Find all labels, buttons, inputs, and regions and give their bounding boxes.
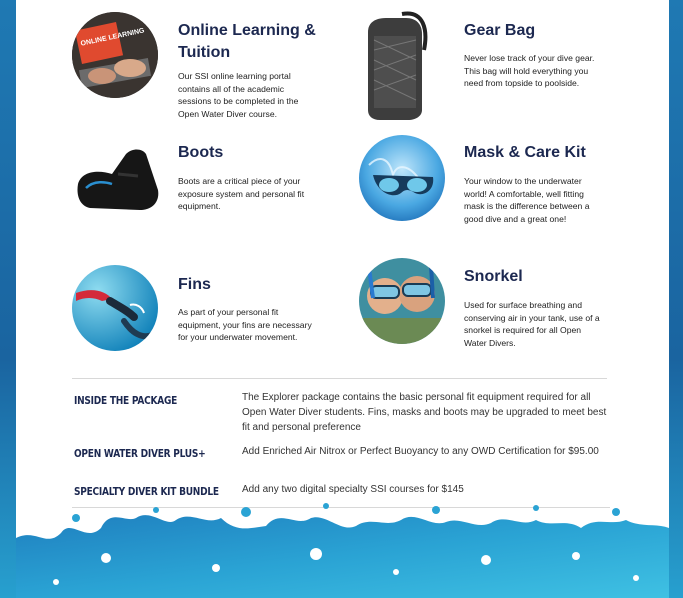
top-divider	[72, 378, 607, 379]
feature-title: Gear Bag	[464, 22, 536, 39]
feature-title: Snorkel	[464, 268, 523, 285]
feature-title: Mask & Care Kit	[464, 144, 586, 161]
feature-desc: Never lose track of your dive gear. This bag will hold everything you need from topside to poolside.	[464, 53, 595, 89]
feature-desc: Used for surface breathing and conserving air in your tank, use of a snorkel is required for all Open Water Divers.	[464, 300, 600, 348]
mask-icon	[359, 135, 445, 221]
feature-title: Fins	[178, 276, 211, 293]
left-border	[0, 0, 16, 598]
feature-desc: Our SSI online learning portal contains all of the academic sessions to be completed in the Open Water Diver course.	[178, 71, 299, 119]
snorkel-icon	[359, 258, 445, 344]
thumb-online-text: ONLINE LEARNING	[80, 27, 146, 48]
package-text: The Explorer package contains the basic personal fit equipment required for all Open Water Diver students. Fins, masks and boots may be upgraded to meet best fit and personal preference	[242, 392, 607, 433]
package-text: Add any two digital specialty SSI courses for $145	[242, 484, 464, 495]
feature-desc: Your window to the underwater world! A comfortable, well fitting mask is the difference between a good dive and a great one!	[464, 176, 590, 224]
fins-icon	[72, 265, 158, 351]
right-border	[669, 0, 683, 598]
feature-title: Boots	[178, 144, 224, 161]
feature-desc: As part of your personal fit equipment, your fins are necessary for your underwater movement.	[178, 307, 312, 343]
package-label: SPECIALTY DIVER KIT BUNDLE	[74, 485, 219, 498]
feature-desc: Boots are a critical piece of your exposure system and personal fit equipment.	[178, 176, 305, 212]
laptop-online-learning-icon	[72, 12, 158, 98]
package-sheet	[16, 0, 669, 598]
package-label: OPEN WATER DIVER PLUS+	[74, 447, 206, 460]
feature-title: Online Learning & Tuition	[178, 22, 316, 61]
package-text: Add Enriched Air Nitrox or Perfect Buoyancy to any OWD Certification for $95.00	[242, 446, 599, 457]
gear-bag-icon	[362, 10, 428, 122]
package-label: INSIDE THE PACKAGE	[74, 394, 178, 407]
ocean-splash-decoration	[16, 498, 669, 598]
boots-icon	[72, 140, 162, 216]
